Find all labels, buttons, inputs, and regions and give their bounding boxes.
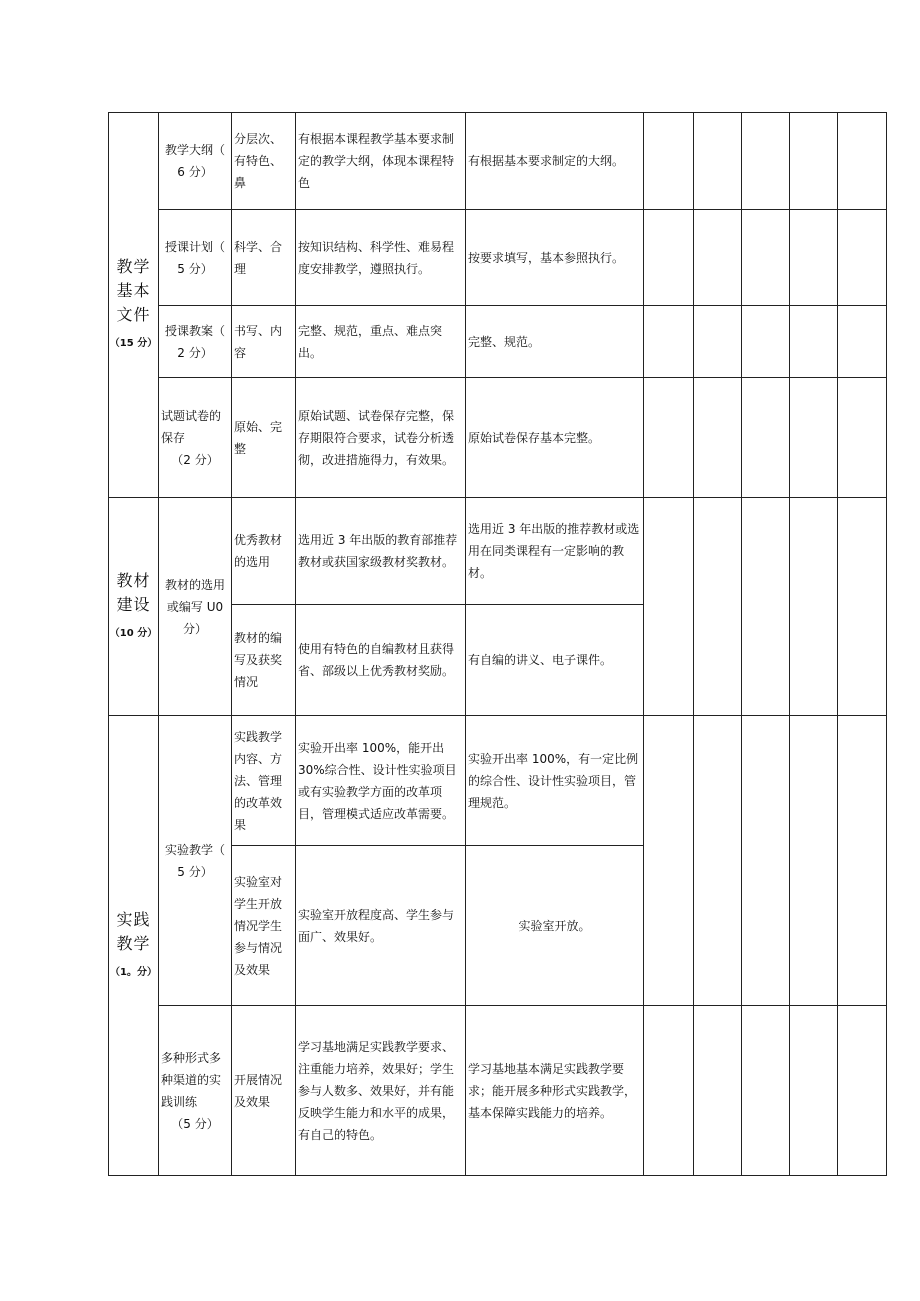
score-cell[interactable] [790, 498, 838, 716]
standard-a-cell: 学习基地满足实践教学要求、注重能力培养，效果好；学生参与人数多、效果好，并有能反映学生能力和水平的成果，有自己的特色。 [296, 1006, 466, 1176]
score-cell[interactable] [742, 210, 790, 306]
category-points: （10 分） [109, 627, 158, 639]
standard-c-cell: 完整、规范。 [466, 306, 644, 378]
score-cell[interactable] [742, 113, 790, 210]
score-cell[interactable] [644, 210, 694, 306]
score-cell[interactable] [790, 1006, 838, 1176]
category-cell [109, 716, 159, 1176]
score-cell[interactable] [838, 1006, 887, 1176]
score-cell[interactable] [742, 378, 790, 498]
score-cell[interactable] [742, 306, 790, 378]
item-cell: 授课计划（ 5 分） [159, 210, 232, 306]
category-cell [109, 498, 159, 716]
score-cell[interactable] [742, 716, 790, 1006]
table-row [109, 306, 887, 378]
category-name: 实践教学 [116, 909, 151, 953]
standard-a-cell: 原始试题、试卷保存完整，保存期限符合要求，试卷分析透彻，改进措施得力，有效果。 [296, 378, 466, 498]
item-cell [159, 378, 232, 498]
standard-c-cell: 按要求填写，基本参照执行。 [466, 210, 644, 306]
standard-a-cell: 实验开出率 100%，能开出 30%综合性、设计性实验项目或有实验教学方面的改革项目，管理模式适应改革需要。 [296, 716, 466, 846]
item-title: 多种形式多种渠道的实践训练 [161, 1050, 222, 1109]
score-cell[interactable] [694, 378, 742, 498]
item-points: （2 分） [171, 452, 219, 467]
standard-c-cell: 学习基地基本满足实践教学要求；能开展多种形式实践教学，基本保障实践能力的培养。 [466, 1006, 644, 1176]
table-row [109, 498, 887, 605]
aspect-cell: 优秀教材的选用 [232, 498, 296, 605]
category-points: （1。分） [110, 966, 157, 978]
standard-c-cell: 原始试卷保存基本完整。 [466, 378, 644, 498]
aspect-cell: 原始、完整 [232, 378, 296, 498]
table-row [109, 1006, 887, 1176]
table-row [109, 113, 887, 210]
score-cell[interactable] [838, 210, 887, 306]
category-name: 教学基本文件 [116, 257, 151, 324]
score-cell[interactable] [644, 113, 694, 210]
score-cell[interactable] [694, 498, 742, 716]
score-cell[interactable] [742, 1006, 790, 1176]
score-cell[interactable] [694, 210, 742, 306]
standard-a-cell: 使用有特色的自编教材且获得省、部级以上优秀教材奖励。 [296, 605, 466, 716]
item-points: （5 分） [171, 1116, 219, 1131]
standard-c-cell: 选用近 3 年出版的推荐教材或选用在同类课程有一定影响的教材。 [466, 498, 644, 605]
score-cell[interactable] [838, 113, 887, 210]
score-cell[interactable] [644, 306, 694, 378]
score-cell[interactable] [644, 716, 694, 1006]
category-name: 教材建设 [116, 570, 151, 614]
item-cell [159, 1006, 232, 1176]
standard-a-cell: 按知识结构、科学性、难易程度安排教学，遵照执行。 [296, 210, 466, 306]
standard-a-cell: 完整、规范，重点、难点突出。 [296, 306, 466, 378]
score-cell[interactable] [790, 716, 838, 1006]
standard-c-cell: 有自编的讲义、电子课件。 [466, 605, 644, 716]
standard-c-cell: 有根据基本要求制定的大纲。 [466, 113, 644, 210]
item-cell: 教材的选用或编写 U0 分） [159, 498, 232, 716]
category-cell [109, 113, 159, 498]
aspect-cell: 开展情况及效果 [232, 1006, 296, 1176]
score-cell[interactable] [838, 378, 887, 498]
score-cell[interactable] [790, 306, 838, 378]
score-cell[interactable] [644, 378, 694, 498]
aspect-cell: 分层次、有特色、鼻 [232, 113, 296, 210]
score-cell[interactable] [790, 113, 838, 210]
table-row [109, 378, 887, 498]
score-cell[interactable] [838, 498, 887, 716]
item-cell: 授课教案（ 2 分） [159, 306, 232, 378]
aspect-cell: 教材的编写及获奖情况 [232, 605, 296, 716]
score-cell[interactable] [694, 1006, 742, 1176]
score-cell[interactable] [790, 210, 838, 306]
score-cell[interactable] [694, 306, 742, 378]
score-cell[interactable] [694, 716, 742, 1006]
category-points: （15 分） [109, 338, 158, 349]
aspect-cell: 实验室对学生开放情况学生参与情况及效果 [232, 846, 296, 1006]
table-row [109, 210, 887, 306]
standard-c-cell: 实验开出率 100%，有一定比例的综合性、设计性实验项目，管理规范。 [466, 716, 644, 846]
standard-c-cell: 实验室开放。 [466, 846, 644, 1006]
standard-a-cell: 选用近 3 年出版的教育部推荐教材或获国家级教材奖教材。 [296, 498, 466, 605]
score-cell[interactable] [838, 306, 887, 378]
table-row [109, 716, 887, 846]
score-cell[interactable] [742, 498, 790, 716]
evaluation-table [108, 112, 887, 1176]
standard-a-cell: 实验室开放程度高、学生参与面广、效果好。 [296, 846, 466, 1006]
standard-a-cell: 有根据本课程教学基本要求制定的教学大纲，体现本课程特色 [296, 113, 466, 210]
score-cell[interactable] [838, 716, 887, 1006]
score-cell[interactable] [790, 378, 838, 498]
score-cell[interactable] [694, 113, 742, 210]
item-cell: 教学大纲（ 6 分） [159, 113, 232, 210]
score-cell[interactable] [644, 1006, 694, 1176]
score-cell[interactable] [644, 498, 694, 716]
item-title: 试题试卷的保存 [161, 408, 222, 445]
aspect-cell: 书写、内容 [232, 306, 296, 378]
aspect-cell: 实践教学内容、方法、管理的改革效果 [232, 716, 296, 846]
item-cell: 实验教学（ 5 分） [159, 716, 232, 1006]
aspect-cell: 科学、合理 [232, 210, 296, 306]
